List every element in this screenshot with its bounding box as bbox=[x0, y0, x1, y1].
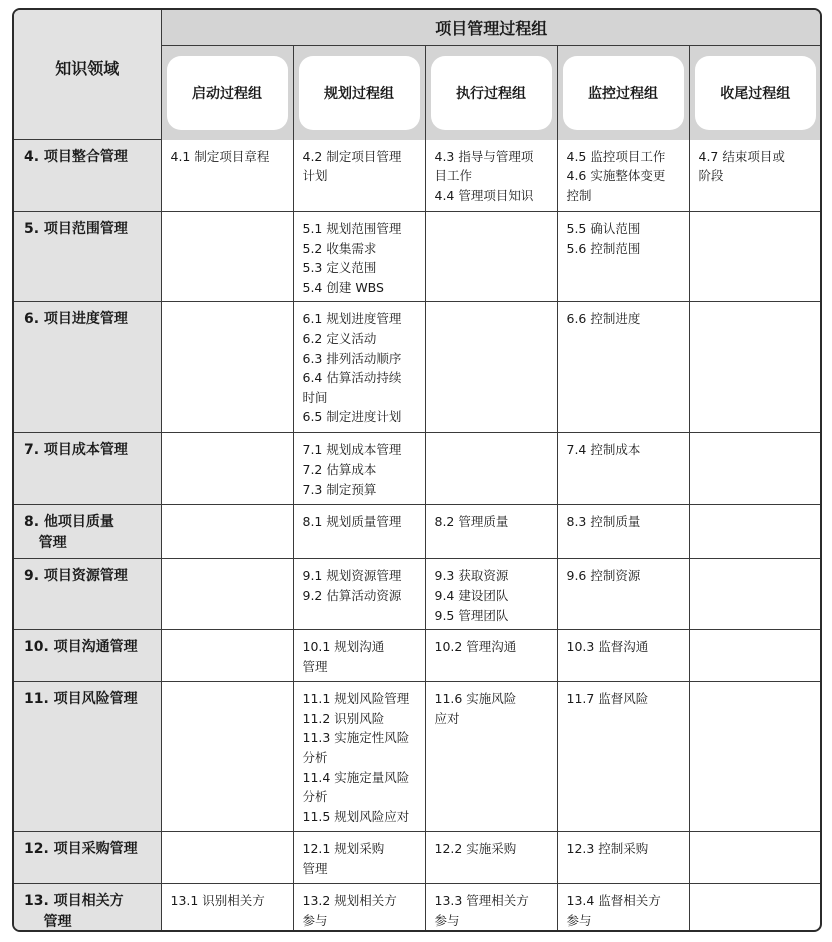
process-item: 11.3 实施定性风险 bbox=[302, 730, 410, 746]
process-item: 11.5 规划风险应对 bbox=[302, 808, 410, 824]
phase-header-closing bbox=[689, 45, 821, 140]
process-item: 13.4 监督相关方 bbox=[566, 893, 661, 909]
process-item: 分析 bbox=[302, 749, 328, 765]
process-item: 11.6 实施风险 bbox=[434, 691, 517, 707]
process-item: 4.4 管理项目知识 bbox=[434, 187, 534, 203]
process-item: 4.7 结束项目或 bbox=[698, 148, 785, 164]
process-item: 6.6 控制进度 bbox=[566, 311, 641, 327]
process-cell bbox=[557, 505, 689, 559]
process-cell bbox=[425, 832, 557, 884]
table-row bbox=[14, 832, 821, 884]
process-item: 9.4 建设团队 bbox=[434, 587, 509, 603]
knowledge-area-header: 知识领域 bbox=[14, 10, 161, 140]
process-item: 4.6 实施整体变更 bbox=[566, 168, 666, 184]
process-cell bbox=[557, 884, 689, 932]
process-cell bbox=[293, 832, 425, 884]
knowledge-area-line: 12. 项目采购管理 bbox=[24, 841, 138, 858]
process-item: 9.5 管理团队 bbox=[434, 607, 509, 623]
process-cell bbox=[689, 505, 821, 559]
process-item: 阶段 bbox=[698, 168, 724, 184]
table-row bbox=[14, 884, 821, 932]
process-cell bbox=[161, 433, 293, 505]
process-cell bbox=[293, 212, 425, 302]
process-item: 11.7 监督风险 bbox=[566, 691, 649, 707]
knowledge-area-line: 管理 bbox=[24, 535, 67, 552]
process-item: 应对 bbox=[434, 710, 460, 726]
process-item: 8.1 规划质量管理 bbox=[302, 514, 402, 530]
process-item: 10.2 管理沟通 bbox=[434, 639, 517, 655]
knowledge-area-label bbox=[14, 832, 161, 884]
process-cell bbox=[425, 433, 557, 505]
process-item: 5.5 确认范围 bbox=[566, 221, 641, 236]
process-cell bbox=[557, 559, 689, 630]
process-item: 计划 bbox=[302, 168, 328, 184]
process-cell bbox=[557, 682, 689, 832]
knowledge-area-line: 10. 项目沟通管理 bbox=[24, 639, 138, 656]
process-item: 9.1 规划资源管理 bbox=[302, 568, 402, 584]
process-item: 5.1 规划范围管理 bbox=[302, 221, 402, 236]
knowledge-area-line: 8. 他项目质量 bbox=[24, 514, 114, 531]
process-item: 6.5 制定进度计划 bbox=[302, 409, 402, 425]
process-cell bbox=[161, 630, 293, 682]
process-cell bbox=[557, 630, 689, 682]
process-cell bbox=[689, 212, 821, 302]
process-item: 9.2 估算活动资源 bbox=[302, 587, 402, 603]
knowledge-area-line: 9. 项目资源管理 bbox=[24, 568, 128, 585]
process-cell bbox=[689, 433, 821, 505]
process-cell bbox=[293, 140, 425, 212]
table-row bbox=[14, 140, 821, 212]
process-item: 7.3 制定预算 bbox=[302, 481, 377, 497]
process-cell bbox=[689, 630, 821, 682]
process-cell bbox=[161, 884, 293, 932]
knowledge-area-label bbox=[14, 433, 161, 505]
process-item: 管理 bbox=[302, 860, 328, 876]
phase-header-planning bbox=[293, 45, 425, 140]
knowledge-area-line: 11. 项目风险管理 bbox=[24, 691, 138, 708]
process-item: 4.3 指导与管理项 bbox=[434, 148, 534, 164]
table-row bbox=[14, 682, 821, 832]
process-item: 7.1 规划成本管理 bbox=[302, 442, 402, 458]
process-item: 7.4 控制成本 bbox=[566, 442, 641, 458]
table-row bbox=[14, 630, 821, 682]
process-cell bbox=[161, 140, 293, 212]
process-cell bbox=[161, 559, 293, 630]
process-item: 8.3 控制质量 bbox=[566, 514, 641, 530]
process-item: 6.1 规划进度管理 bbox=[302, 311, 402, 327]
knowledge-area-line: 6. 项目进度管理 bbox=[24, 311, 128, 328]
process-item: 9.6 控制资源 bbox=[566, 568, 641, 584]
phase-header-executing bbox=[425, 45, 557, 140]
phase-header-monitoring bbox=[557, 45, 689, 140]
process-cell bbox=[425, 302, 557, 433]
process-item: 6.2 定义活动 bbox=[302, 330, 377, 346]
process-cell bbox=[293, 302, 425, 433]
table-row bbox=[14, 505, 821, 559]
knowledge-area-label bbox=[14, 630, 161, 682]
process-group-table bbox=[14, 10, 821, 932]
process-cell bbox=[293, 630, 425, 682]
knowledge-area-line: 7. 项目成本管理 bbox=[24, 442, 128, 459]
knowledge-area-label bbox=[14, 884, 161, 932]
process-item: 11.2 识别风险 bbox=[302, 710, 385, 726]
process-cell bbox=[425, 505, 557, 559]
phase-label: 监控过程组 bbox=[563, 56, 684, 130]
process-item: 4.5 监控项目工作 bbox=[566, 148, 666, 164]
process-item: 13.2 规划相关方 bbox=[302, 893, 397, 909]
process-item: 管理 bbox=[302, 658, 328, 674]
process-cell bbox=[557, 832, 689, 884]
process-item: 4.1 制定项目章程 bbox=[170, 148, 270, 164]
table-row bbox=[14, 433, 821, 505]
process-cell bbox=[557, 433, 689, 505]
process-item: 4.2 制定项目管理 bbox=[302, 148, 402, 164]
knowledge-area-line: 管理 bbox=[24, 914, 72, 931]
process-cell bbox=[689, 302, 821, 433]
phase-label: 收尾过程组 bbox=[695, 56, 817, 130]
knowledge-area-rows bbox=[14, 140, 821, 933]
process-group-table-frame bbox=[12, 8, 822, 932]
process-item: 13.1 识别相关方 bbox=[170, 893, 265, 909]
knowledge-area-line: 13. 项目相关方 bbox=[24, 893, 124, 910]
process-cell bbox=[293, 505, 425, 559]
process-item: 11.1 规划风险管理 bbox=[302, 691, 410, 707]
process-item: 12.1 规划采购 bbox=[302, 841, 385, 857]
process-item: 12.3 控制采购 bbox=[566, 841, 649, 857]
phase-header-initiating bbox=[161, 45, 293, 140]
process-item: 5.3 定义范围 bbox=[302, 260, 377, 276]
process-item: 11.4 实施定量风险 bbox=[302, 769, 410, 785]
process-item: 时间 bbox=[302, 389, 328, 405]
phase-label: 启动过程组 bbox=[167, 56, 288, 130]
phase-label: 执行过程组 bbox=[431, 56, 552, 130]
process-item: 5.2 收集需求 bbox=[302, 240, 377, 256]
knowledge-area-label bbox=[14, 212, 161, 302]
process-item: 分析 bbox=[302, 789, 328, 805]
process-item: 6.4 估算活动持续 bbox=[302, 370, 402, 386]
process-item: 9.3 获取资源 bbox=[434, 568, 509, 584]
process-item: 8.2 管理质量 bbox=[434, 514, 509, 530]
process-cell bbox=[689, 682, 821, 832]
process-cell bbox=[689, 559, 821, 630]
process-cell bbox=[689, 832, 821, 884]
knowledge-area-label bbox=[14, 140, 161, 212]
process-cell bbox=[425, 212, 557, 302]
process-item: 12.2 实施采购 bbox=[434, 841, 517, 857]
process-cell bbox=[425, 140, 557, 212]
process-cell bbox=[161, 832, 293, 884]
phase-label: 规划过程组 bbox=[299, 56, 420, 130]
process-cell bbox=[161, 302, 293, 433]
process-item: 7.2 估算成本 bbox=[302, 461, 377, 477]
process-cell bbox=[425, 682, 557, 832]
process-cell bbox=[557, 212, 689, 302]
table-row bbox=[14, 302, 821, 433]
knowledge-area-label bbox=[14, 682, 161, 832]
table-row bbox=[14, 559, 821, 630]
process-item: 6.3 排列活动顺序 bbox=[302, 350, 402, 366]
process-item: 参与 bbox=[434, 912, 460, 928]
process-cell bbox=[689, 140, 821, 212]
knowledge-area-line: 5. 项目范围管理 bbox=[24, 221, 128, 237]
process-cell bbox=[425, 884, 557, 932]
process-item: 参与 bbox=[302, 912, 328, 928]
process-item: 10.1 规划沟通 bbox=[302, 639, 385, 655]
knowledge-area-label bbox=[14, 505, 161, 559]
process-cell bbox=[293, 682, 425, 832]
knowledge-area-label bbox=[14, 559, 161, 630]
process-cell bbox=[293, 884, 425, 932]
process-cell bbox=[293, 433, 425, 505]
process-cell bbox=[557, 302, 689, 433]
process-cell bbox=[425, 630, 557, 682]
process-cell bbox=[293, 559, 425, 630]
knowledge-area-line: 4. 项目整合管理 bbox=[24, 149, 128, 165]
process-cell bbox=[161, 212, 293, 302]
table-row bbox=[14, 212, 821, 302]
process-item: 13.3 管理相关方 bbox=[434, 893, 529, 909]
process-cell bbox=[425, 559, 557, 630]
knowledge-area-label bbox=[14, 302, 161, 433]
process-item: 5.6 控制范围 bbox=[566, 240, 641, 256]
process-item: 控制 bbox=[566, 187, 592, 203]
process-item: 参与 bbox=[566, 912, 592, 928]
process-cell bbox=[161, 505, 293, 559]
process-item: 5.4 创建 WBS bbox=[302, 279, 384, 295]
process-cell bbox=[161, 682, 293, 832]
process-group-title: 项目管理过程组 bbox=[161, 10, 821, 45]
process-cell bbox=[689, 884, 821, 932]
process-item: 目工作 bbox=[434, 168, 473, 184]
process-cell bbox=[557, 140, 689, 212]
process-item: 10.3 监督沟通 bbox=[566, 639, 649, 655]
